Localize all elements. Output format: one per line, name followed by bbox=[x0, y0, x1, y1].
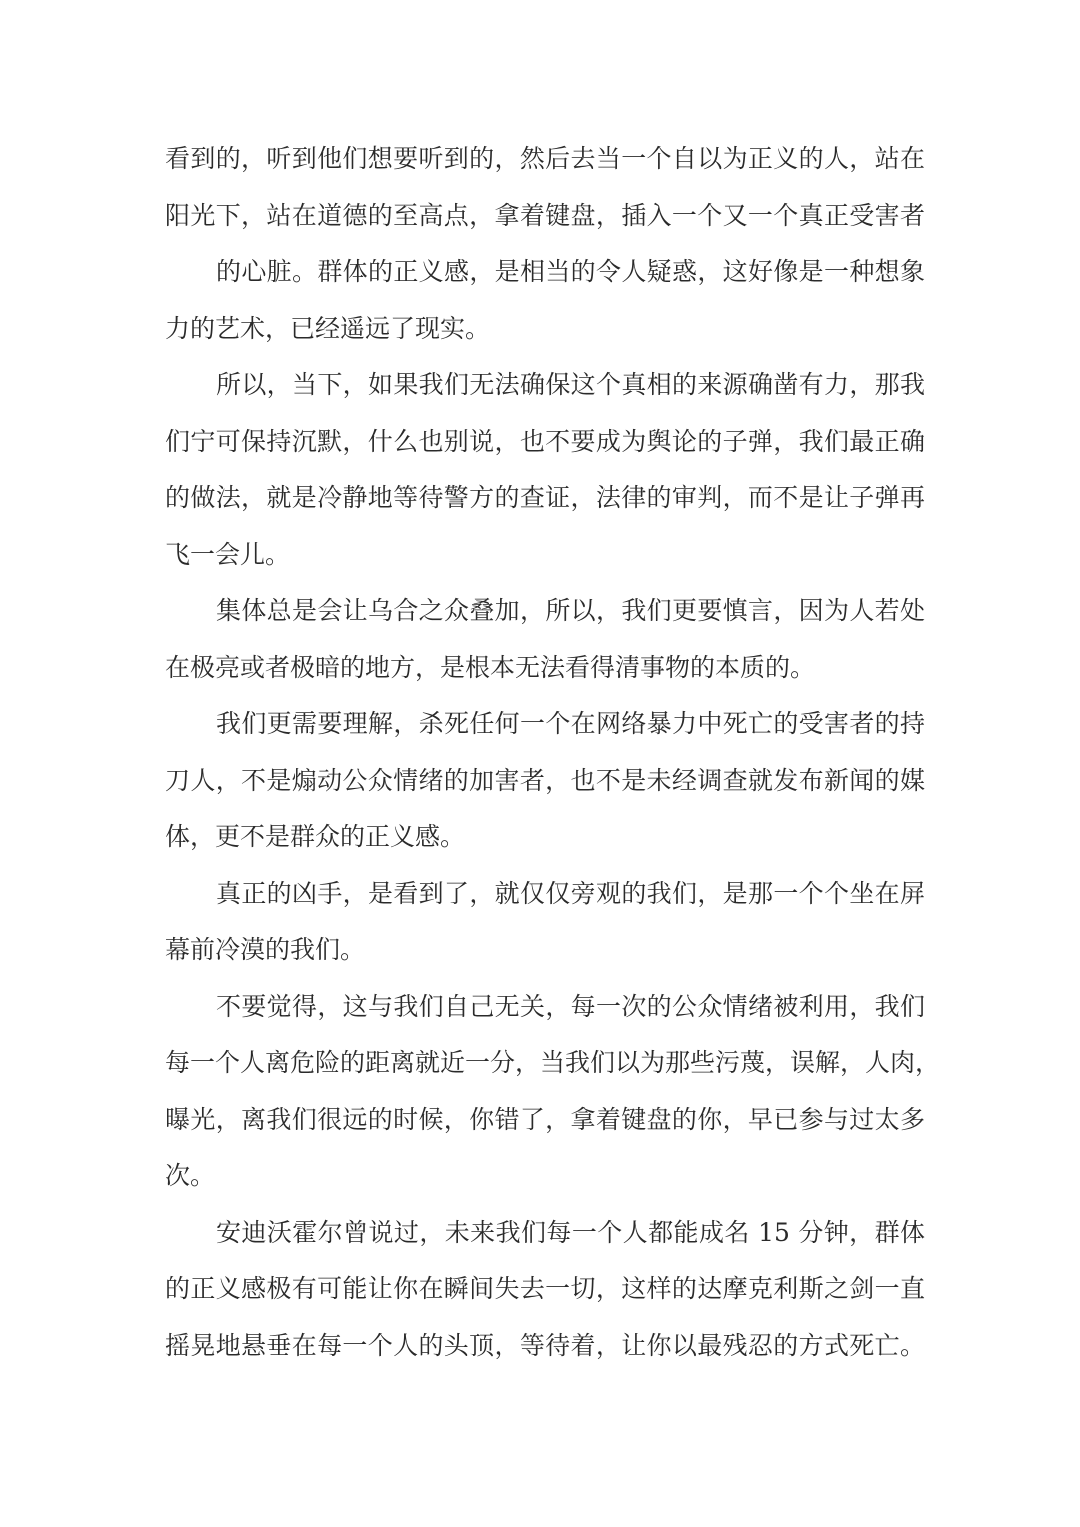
text-line: 所以，当下，如果我们无法确保这个真相的来源确凿有力，那我 bbox=[216, 370, 925, 399]
text-line: 力的艺术，已经遥远了现实。 bbox=[165, 313, 491, 343]
text-line: 飞一会儿。 bbox=[165, 539, 291, 569]
text-line: 次。 bbox=[165, 1161, 216, 1190]
text-line: 安迪沃霍尔曾说过，未来我们每一个人都能成名 15 分钟，群体 bbox=[216, 1217, 925, 1247]
text-line: 的做法，就是冷静地等待警方的查证，法律的审判，而不是让子弹再 bbox=[165, 483, 925, 512]
text-line: 们宁可保持沉默，什么也别说，也不要成为舆论的子弹，我们最正确 bbox=[165, 426, 925, 456]
text-line: 不要觉得，这与我们自己无关，每一次的公众情绪被利用，我们 bbox=[216, 991, 925, 1021]
text-line: 看到的，听到他们想要听到的，然后去当一个自以为正义的人，站在 bbox=[165, 144, 925, 173]
text-line: 摇晃地悬垂在每一个人的头顶，等待着，让你以最残忍的方式死亡。 bbox=[165, 1330, 925, 1360]
text-line: 体，更不是群众的正义感。 bbox=[165, 822, 466, 851]
text-line: 幕前冷漠的我们。 bbox=[165, 935, 366, 964]
text-line: 的正义感极有可能让你在瞬间失去一切，这样的达摩克利斯之剑一直 bbox=[165, 1274, 925, 1303]
text-line: 曝光，离我们很远的时候，你错了，拿着键盘的你，早已参与过太多 bbox=[165, 1104, 925, 1134]
text-line: 每一个人离危险的距离就近一分，当我们以为那些污蔑，误解，人肉， bbox=[165, 1048, 941, 1077]
text-line: 真正的凶手，是看到了，就仅仅旁观的我们，是那一个个坐在屏 bbox=[216, 878, 925, 908]
document-body bbox=[165, 131, 941, 1374]
text-line: 我们更需要理解，杀死任何一个在网络暴力中死亡的受害者的持 bbox=[216, 709, 925, 738]
text-line: 的心脏。群体的正义感，是相当的令人疑惑，这好像是一种想象 bbox=[216, 257, 925, 286]
text-line: 集体总是会让乌合之众叠加，所以，我们更要慎言，因为人若处 bbox=[216, 596, 925, 625]
text-line: 阳光下，站在道德的至高点，拿着键盘，插入一个又一个真正受害者 bbox=[165, 200, 925, 230]
text-line: 刀人，不是煽动公众情绪的加害者，也不是未经调查就发布新闻的媒 bbox=[165, 765, 925, 795]
text-line: 在极亮或者极暗的地方，是根本无法看得清事物的本质的。 bbox=[165, 652, 816, 682]
